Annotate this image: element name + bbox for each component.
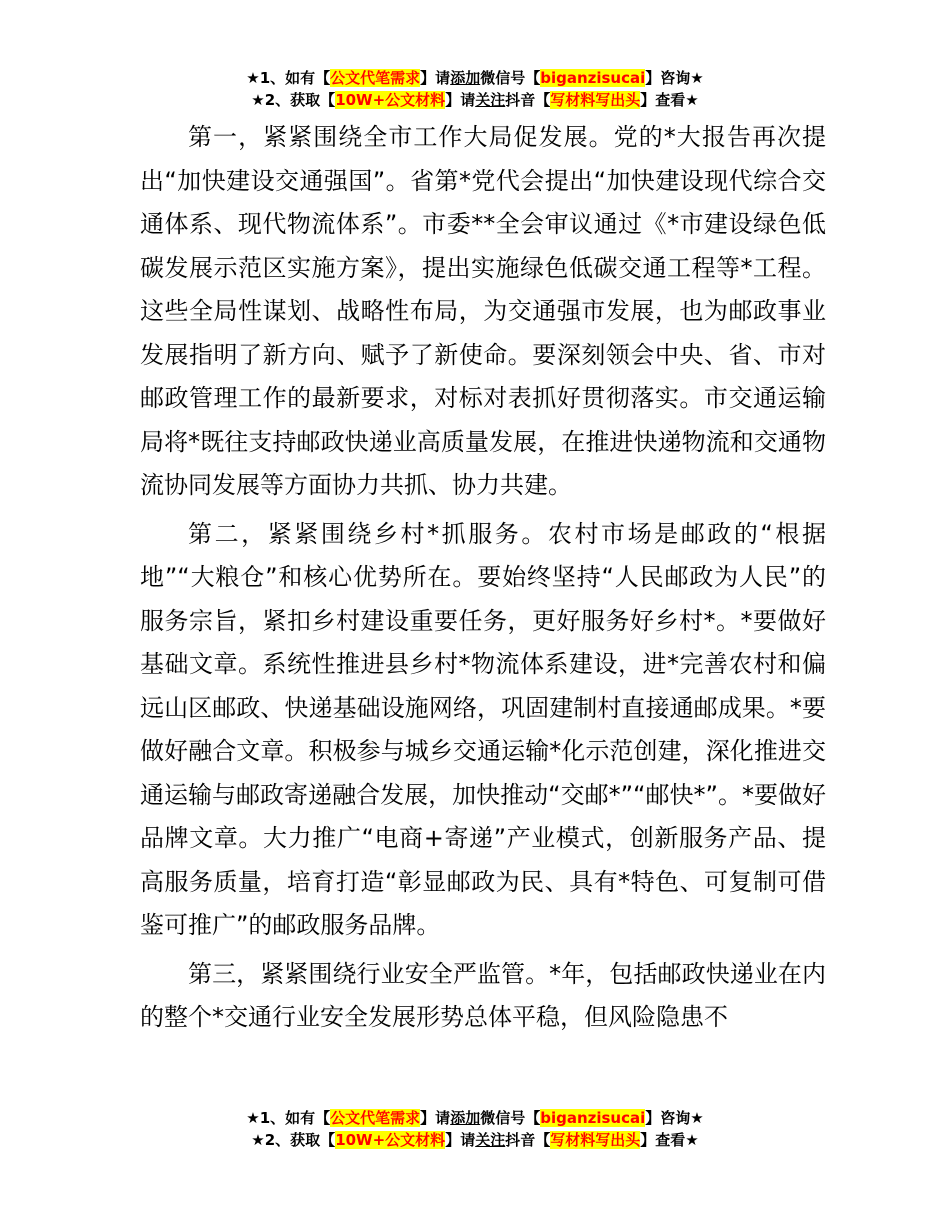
paragraph-1: 第一，紧紧围绕全市工作大局促发展。党的*大报告再次提出“加快建设交通强国”。省第*党代会提出“加快建设现代综合交通体系、现代物流体系”。市委**全会审议通过《*市建设绿色低碳发展示范区实施方案》，提出实施绿色低碳交通工程等*工程。这些全局性谋划、战略性布局，为交通强市发展，也为邮政事业发展指明了新方向、赋予了新使命。要深刻领会中央、省、市对邮政管理工作的最新要求，对标对表抓好贯彻落实。市交通运输局将*既往支持邮政快递业高质量发展，在推进快递物流和交通物流协同发展等方面协力共抓、协力共建。 <box>140 123 826 499</box>
paragraph-2: 第二，紧紧围绕乡村*抓服务。农村市场是邮政的“根据地”“大粮仓”和核心优势所在。要始终坚持“人民邮政为人民”的服务宗旨，紧扣乡村建设重要任务，更好服务好乡村*。*要做好基础文章。系统性推进县乡村*物流体系建设，进*完善农村和偏远山区邮政、快递基础设施网络，巩固建制村直接通邮成果。*要做好融合文章。积极参与城乡交通运输*化示范创建，深化推进交通运输与邮政寄递融合发展，加快推动“交邮*”“邮快*”。*要做好品牌文章。大力推广“电商+寄递”产业模式，创新服务产品、提高服务质量，培育打造“彰显邮政为民、具有*特色、可复制可借鉴可推广”的邮政服务品牌。 <box>140 519 826 939</box>
banner-text: 】咨询★ <box>645 69 704 87</box>
banner-text: 】请 <box>420 69 451 87</box>
banner-text: 】咨询★ <box>645 1109 704 1127</box>
banner-line-2 <box>0 89 950 111</box>
banner-highlight: 写材料写出头 <box>550 1131 641 1149</box>
top-banner <box>0 67 950 111</box>
banner-text: ★2、获取【 <box>251 1131 336 1149</box>
banner-text: 】查看★ <box>640 91 699 109</box>
banner-text: ★1、如有【 <box>246 69 331 87</box>
banner-text: 微信号【 <box>480 1109 541 1127</box>
banner-highlight: 10W+公文材料 <box>335 91 446 109</box>
banner-emphasis: 添加 <box>450 1109 481 1127</box>
bottom-banner <box>0 1107 950 1151</box>
banner-text: 抖音【 <box>505 91 551 109</box>
banner-line-2 <box>0 1129 950 1151</box>
paragraph-3: 第三，紧紧围绕行业安全严监管。*年，包括邮政快递业在内的整个*交通行业安全发展形势总体平稳，但风险隐患不 <box>140 959 826 1031</box>
banner-emphasis: 添加 <box>450 69 481 87</box>
banner-text: ★2、获取【 <box>251 91 336 109</box>
banner-line-1 <box>0 1107 950 1129</box>
banner-emphasis: 关注 <box>475 91 506 109</box>
banner-line-1 <box>0 67 950 89</box>
banner-emphasis: 关注 <box>475 1131 506 1149</box>
banner-text: 微信号【 <box>480 69 541 87</box>
banner-text: 】请 <box>445 91 476 109</box>
banner-highlight: 写材料写出头 <box>550 91 641 109</box>
banner-highlight: 公文代笔需求 <box>330 69 421 87</box>
banner-text: 】请 <box>420 1109 451 1127</box>
banner-highlight: 公文代笔需求 <box>330 1109 421 1127</box>
banner-highlight: biganzisucai <box>540 1109 646 1127</box>
banner-text: ★1、如有【 <box>246 1109 331 1127</box>
banner-highlight: 10W+公文材料 <box>335 1131 446 1149</box>
banner-text: 抖音【 <box>505 1131 551 1149</box>
banner-highlight: biganzisucai <box>540 69 646 87</box>
document-body <box>140 116 826 1040</box>
banner-text: 】请 <box>445 1131 476 1149</box>
banner-text: 】查看★ <box>640 1131 699 1149</box>
